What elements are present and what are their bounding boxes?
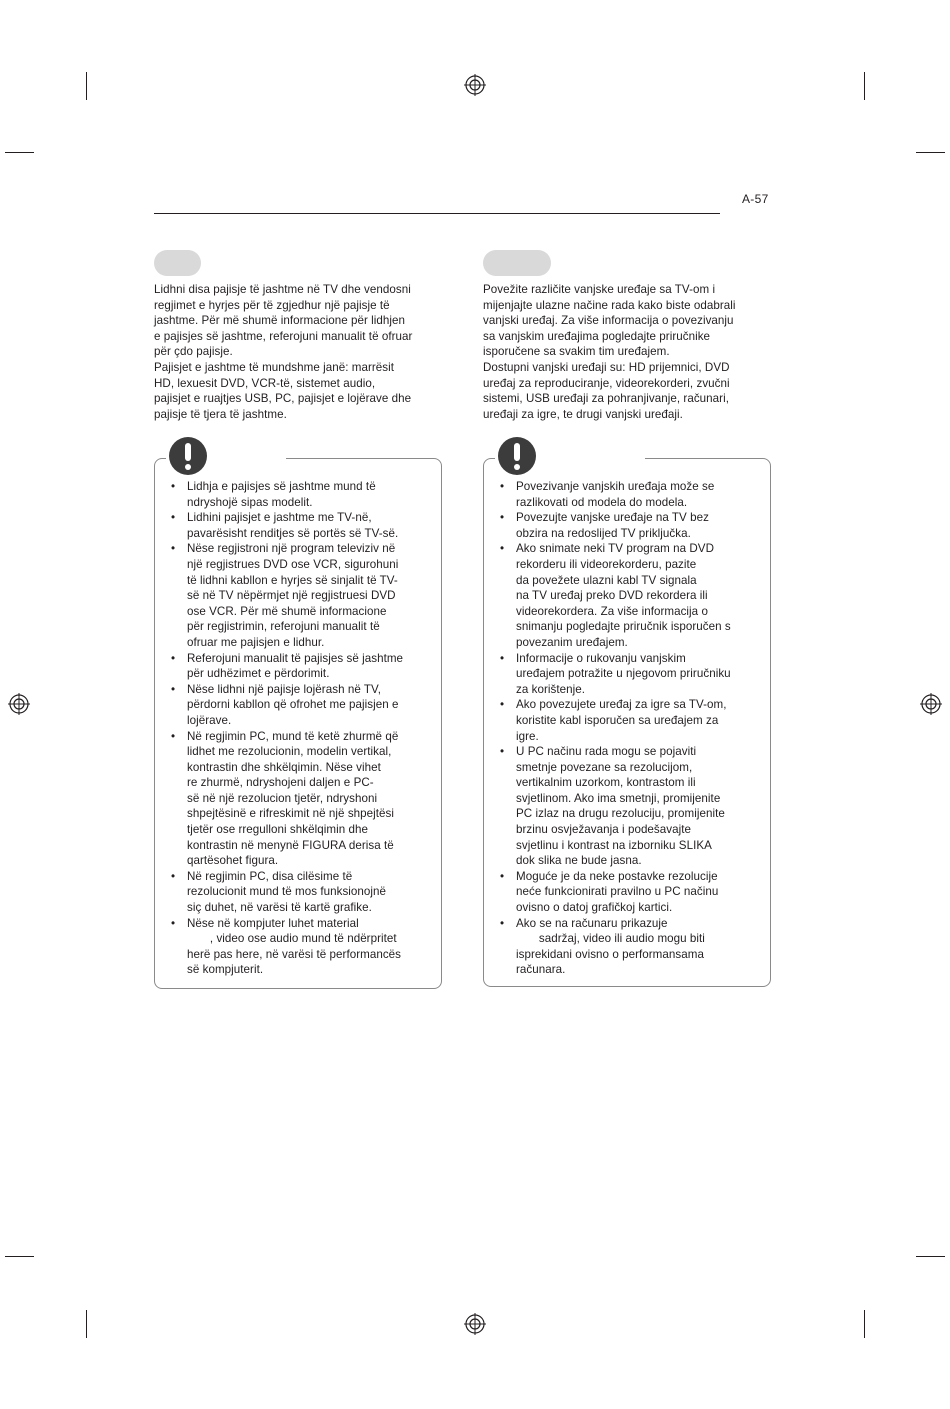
note-line: ofruar me pajisjen e lidhur. (187, 635, 325, 649)
intro-line: për çdo pajisje. (154, 345, 233, 359)
note-line: na TV uređaj preko DVD rekordera ili (516, 589, 708, 603)
note-item (500, 916, 766, 978)
note-line: razlikovati od modela do modela. (516, 495, 688, 509)
note-line: • Në regjimin PC, disa cilësime të (187, 869, 353, 883)
left-intro (154, 282, 446, 422)
note-line: povezanim uređajem. (516, 635, 628, 649)
intro-line: sistemi, USB uređaji za pohranjivanje, računari, (483, 392, 729, 406)
note-line: smetnje povezane sa rezolucijom, (516, 760, 693, 774)
note-line: videorekordera. Za više informacija o (516, 604, 708, 618)
note-line: ndryshojë sipas modelit. (187, 495, 313, 509)
note-line: • Povezivanje vanjskih uređaja može se (516, 480, 715, 493)
note-line: pavarësisht renditjes së portës së TV-së. (187, 526, 399, 540)
intro-line: Povežite različite vanjske uređaje sa TV-om i (483, 283, 716, 296)
note-line: igre. (516, 729, 539, 743)
note-line: • Ako snimate neki TV program na DVD (516, 542, 715, 556)
note-item (171, 869, 437, 916)
page-number: A-57 (742, 192, 769, 206)
note-item (171, 682, 437, 729)
intro-line: jashtme. Për më shumë informacione për lidhjen (154, 314, 406, 328)
note-item (171, 510, 437, 541)
intro-line: uređaj za reproduciranje, videorekorderi, zvučni (483, 376, 730, 390)
note-line: një regjistrues DVD ose VCR, sigurohuni (187, 557, 399, 571)
note-line: da povežete ulazni kabl TV signala (516, 573, 697, 587)
intro-line: regjimet e hyrjes për të zgjedhur një pajisje të (154, 298, 390, 312)
crop-mark (86, 72, 87, 100)
right-intro (483, 282, 775, 422)
registration-mark-icon (464, 74, 486, 96)
note-line: të lidhni kabllon e hyrjes së sinjalit të TV- (187, 573, 398, 587)
note-item (171, 651, 437, 682)
note-line: lidhet me rezolucionin, modelin vertikal, (187, 745, 392, 759)
note-line: , video ose audio mund të ndërpritet (187, 932, 397, 946)
note-item (171, 479, 437, 510)
note-item (500, 869, 766, 916)
caution-icon (169, 437, 207, 475)
intro-line: Lidhni disa pajisje të jashtme në TV dhe vendosni (154, 283, 411, 296)
note-line: PC izlaz na drugu rezoluciju, promijenite (516, 807, 725, 821)
note-line: • Ako se na računaru prikazuje (516, 916, 668, 930)
crop-mark (5, 1256, 34, 1257)
note-item (500, 479, 766, 510)
header-rule (154, 213, 720, 214)
note-line: brzinu osvježavanja i podešavajte (516, 823, 692, 837)
right-notes (500, 479, 766, 978)
note-line: svjetlinom. Ako ima smetnji, promijenite (516, 791, 721, 805)
intro-line: Pajisjet e jashtme të mundshme janë: marrësit (154, 360, 395, 374)
note-line: kontrastin dhe shkëlqimin. Nëse vihet (187, 760, 381, 774)
note-line: obzira na redoslijed TV priključka. (516, 526, 691, 540)
language-pill-left (154, 250, 201, 276)
crop-mark (5, 152, 34, 153)
note-line: • Moguće je da neke postavke rezolucije (516, 869, 718, 883)
note-line: • Lidhja e pajisjes së jashtme mund të (187, 480, 376, 493)
note-item (500, 697, 766, 744)
intro-line: vanjski uređaj. Za više informacija o povezivanju (483, 314, 734, 328)
note-line: kontrastin në menynë FIGURA derisa të (187, 838, 394, 852)
note-line: shpejtësinë e rifreskimit në një shpejtësi (187, 807, 395, 821)
note-item (171, 541, 437, 650)
note-line: për udhëzimet e përdorimit. (187, 667, 330, 681)
note-line: • Nëse regjistroni një program televiziv në (187, 542, 396, 556)
note-line: neće funkcionirati pravilno u PC načinu (516, 885, 719, 899)
registration-mark-icon (8, 693, 30, 715)
note-line: koristite kabl isporučen sa uređajem za (516, 713, 719, 727)
note-line: • Lidhini pajisjet e jashtme me TV-në, (187, 511, 372, 525)
left-notes (171, 479, 437, 978)
note-line: lojërave. (187, 713, 232, 727)
note-line: računara. (516, 963, 566, 977)
note-line: vertikalnim uzorkom, kontrastom ili (516, 776, 696, 790)
note-item (500, 510, 766, 541)
note-line: për regjistrimin, referojuni manualit të (187, 620, 380, 634)
note-line: snimanju pogledajte priručnik isporučen s (516, 620, 731, 634)
note-line: së kompjuterit. (187, 963, 264, 977)
note-line: • U PC načinu rada mogu se pojaviti (516, 745, 697, 759)
intro-line: sa vanjskim uređajima pogledajte priručnike (483, 329, 711, 343)
note-item (500, 541, 766, 650)
note-item (171, 916, 437, 978)
registration-mark-icon (464, 1313, 486, 1335)
note-line: siç duhet, në varësi të kartë grafike. (187, 901, 372, 915)
note-line: së në një rezolucion tjetër, ndryshoni (187, 791, 378, 805)
intro-line: Dostupni vanjski uređaji su: HD prijemnici, DVD (483, 360, 730, 374)
note-line: qartësohet figura. (187, 854, 279, 868)
intro-line: uređaji za igre, te drugi vanjski uređaji. (483, 407, 683, 421)
note-line: së në TV nëpërmjet një regjistruesi DVD (187, 589, 396, 603)
note-line: re zhurmë, ndryshojeni daljen e PC- (187, 776, 374, 790)
crop-mark (864, 1310, 865, 1338)
intro-line: pajisjet e ruajtjes USB, PC, pajisjet e lojërave dhe (154, 392, 412, 406)
intro-line: pajisje të tjera të jashtme. (154, 407, 287, 421)
crop-mark (86, 1310, 87, 1338)
note-line: • Referojuni manualit të pajisjes së jashtme (187, 651, 404, 665)
crop-mark (864, 72, 865, 100)
note-line: isprekidani ovisno o performansama (516, 947, 704, 961)
note-line: • Nëse në kompjuter luhet material (187, 916, 359, 930)
intro-line: mijenjajte ulazne načine rada kako biste odabrali (483, 298, 736, 312)
crop-mark (916, 1256, 945, 1257)
note-line: ose VCR. Për më shumë informacione (187, 604, 387, 618)
note-item (500, 651, 766, 698)
note-line: dok slika ne bude jasna. (516, 854, 642, 868)
note-line: uređajem potražite u njegovom priručniku (516, 667, 731, 681)
note-line: • Povezujte vanjske uređaje na TV bez (516, 511, 709, 525)
language-pill-right (483, 250, 551, 276)
registration-mark-icon (920, 693, 942, 715)
note-line: tjetër ose rregulloni shkëlqimin dhe (187, 823, 368, 837)
note-line: ovisno o datoj grafičkoj kartici. (516, 901, 673, 915)
note-line: rezolucionit mund të mos funksionojnë (187, 885, 387, 899)
note-item (500, 744, 766, 869)
note-line: svjetlinu i kontrast na izborniku SLIKA (516, 838, 712, 852)
note-line: za korištenje. (516, 682, 586, 696)
intro-line: e pajisjes së jashtme, referojuni manualit të ofruar (154, 329, 413, 343)
note-line: sadržaj, video ili audio mogu biti (516, 932, 705, 946)
note-line: • Nëse lidhni një pajisje lojërash në TV, (187, 682, 382, 696)
note-line: herë pas here, në varësi të performancës (187, 947, 402, 961)
intro-line: HD, lexuesit DVD, VCR-të, sistemet audio, (154, 376, 376, 390)
caution-icon (498, 437, 536, 475)
note-line: • Informacije o rukovanju vanjskim (516, 651, 686, 665)
crop-mark (916, 152, 945, 153)
note-line: përdorni kabllon që ofrohet me pajisjen e (187, 698, 399, 712)
note-item (171, 729, 437, 869)
note-line: rekorderu ili videorekorderu, pazite (516, 557, 697, 571)
note-line: • Në regjimin PC, mund të ketë zhurmë që (187, 729, 399, 743)
intro-line: isporučene sa svakim tim uređajem. (483, 345, 670, 359)
note-line: • Ako povezujete uređaj za igre sa TV-om, (516, 698, 727, 712)
